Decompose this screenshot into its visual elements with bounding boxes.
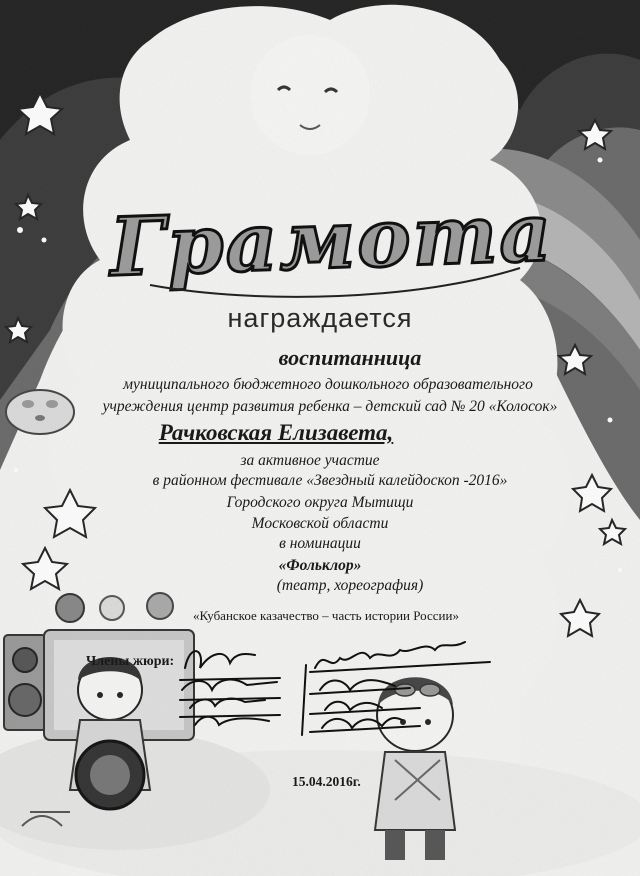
certificate-date: 15.04.2016г.: [292, 774, 361, 789]
organization-line-1: муниципального бюджетного дошкольного образовательного: [123, 376, 533, 393]
svg-text:Грамота: Грамота: [108, 184, 555, 295]
nomination-title: «Фольклор»: [278, 557, 362, 574]
awarded-text: награждается: [227, 303, 413, 333]
body-line: Городского округа Мытищи: [226, 494, 414, 511]
body-line: в номинации: [279, 535, 361, 552]
recipient-name: Рачковская Елизавета,: [158, 420, 394, 445]
organization-line-2: учреждения центр развития ребенка – детский сад № 20 «Колосок»: [102, 398, 558, 415]
body-line: в районном фестивале «Звездный калейдоскоп -2016»: [152, 472, 508, 489]
body-line: (театр, хореография): [276, 577, 424, 594]
motto-text: «Кубанское казачество – часть истории России»: [193, 608, 459, 623]
recipient-role: воспитанница: [278, 345, 422, 370]
jury-label: Члены жюри:: [86, 654, 175, 669]
body-line: Московской области: [251, 515, 389, 532]
body-line: за активное участие: [240, 452, 380, 469]
